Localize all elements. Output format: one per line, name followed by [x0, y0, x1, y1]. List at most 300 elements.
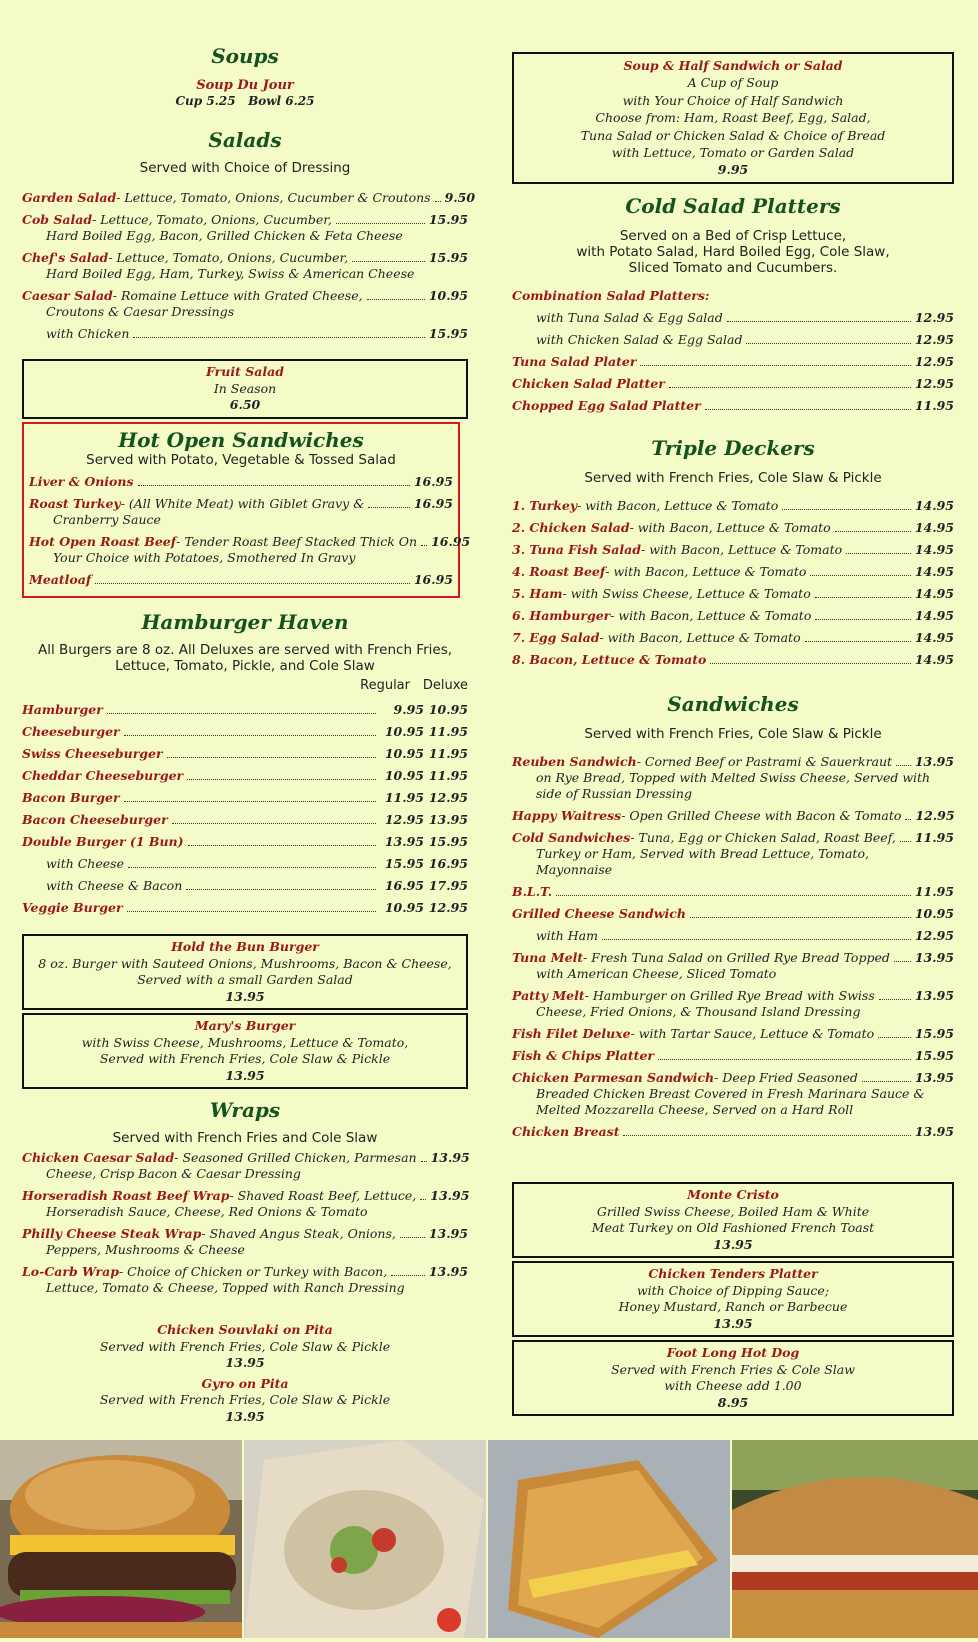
monte-cristo-title: Monte Cristo: [687, 1187, 779, 1202]
burger-name: Cheddar Cheeseburger: [22, 768, 184, 783]
burger-photo: [0, 1440, 242, 1638]
marys-burger-line-1: with Swiss Cheese, Mushrooms, Lettuce & Tomato,: [81, 1034, 409, 1050]
item-price: 15.95: [428, 326, 468, 341]
dot-leader: [95, 583, 410, 584]
marys-burger-box: [22, 1013, 468, 1089]
monte-cristo-box: [512, 1182, 954, 1258]
regular-price: 12.95: [384, 812, 424, 827]
item-description: - Lettuce, Tomato, Onions, Cucumber,: [108, 250, 349, 265]
menu-item-row: [512, 928, 954, 944]
dot-leader: [878, 1037, 911, 1038]
item-name: Fish Filet Deluxe: [512, 1026, 631, 1041]
soups-title: Soups: [211, 44, 279, 68]
item-name: Chicken Salad Platter: [512, 376, 665, 391]
menu-item-row: [512, 1026, 954, 1042]
dot-leader: [894, 961, 911, 962]
item-price: 14.95: [914, 586, 954, 601]
item-price: 14.95: [914, 520, 954, 535]
dot-leader: [602, 939, 911, 940]
hot-dog-box: [512, 1340, 954, 1416]
menu-item: [512, 652, 954, 668]
item-continuation: Horseradish Sauce, Cheese, Red Onions & Tomato: [46, 1204, 368, 1219]
menu-item: [512, 1048, 954, 1064]
item-description: - Lettuce, Tomato, Onions, Cucumber & Croutons: [116, 190, 431, 205]
dot-leader: [336, 223, 425, 224]
menu-item-row: [22, 190, 476, 206]
hot-open-list: [29, 474, 471, 588]
salads-list: [22, 190, 476, 342]
menu-item: [512, 988, 954, 1020]
item-description: - Shaved Roast Beef, Lettuce,: [229, 1188, 417, 1203]
soup-half-line-1: A Cup of Soup: [687, 75, 779, 91]
dot-leader: [727, 321, 911, 322]
menu-item-row: [22, 288, 468, 304]
burger-row: [22, 878, 468, 894]
item-description: - (All White Meat) with Giblet Gravy &: [120, 496, 365, 511]
chicken-tenders-price: 13.95: [713, 1315, 753, 1331]
menu-item-row: [512, 808, 954, 824]
menu-item: [512, 906, 954, 922]
menu-item-row: [22, 212, 468, 228]
hold-bun-price: 13.95: [225, 988, 265, 1004]
menu-item: [512, 310, 954, 326]
item-continuation: Lettuce, Tomato & Cheese, Topped with Ranch Dressing: [46, 1280, 405, 1295]
item-description: - with Bacon, Lettuce & Tomato: [610, 608, 812, 623]
item-price: 13.95: [428, 1226, 468, 1241]
item-price: 14.95: [914, 498, 954, 513]
menu-item-row: [512, 542, 954, 558]
sandwiches-list: [512, 754, 954, 1140]
item-name: Chicken Caesar Salad: [22, 1150, 175, 1165]
souvlaki-price: 13.95: [225, 1355, 265, 1370]
item-price: 13.95: [914, 1070, 954, 1085]
item-description: - Lettuce, Tomato, Onions, Cucumber,: [92, 212, 332, 227]
item-continuation: Croutons & Caesar Dressings: [46, 304, 235, 319]
menu-item-row: [512, 520, 954, 536]
cold-salad-section: [512, 194, 954, 420]
item-price: 16.95: [431, 534, 471, 549]
marys-burger-title: Mary's Burger: [194, 1018, 296, 1033]
item-name: Garden Salad: [22, 190, 117, 205]
burger-row: [22, 834, 468, 850]
triple-deckers-subtitle: Served with French Fries, Cole Slaw & Pickle: [584, 470, 882, 486]
item-description: - with Swiss Cheese, Lettuce & Tomato: [562, 586, 811, 601]
menu-item: [29, 572, 453, 588]
item-continuation: Melted Mozzarella Cheese, Served on a Hard Roll: [536, 1102, 854, 1117]
menu-item-row: [512, 988, 954, 1004]
menu-item: [512, 754, 954, 802]
dot-leader: [435, 201, 441, 202]
triple-deckers-title: Triple Deckers: [651, 436, 815, 460]
item-description: - Choice of Chicken or Turkey with Bacon,: [118, 1264, 388, 1279]
menu-item: [29, 474, 453, 490]
item-price: 15.95: [428, 212, 468, 227]
menu-item: [22, 190, 476, 206]
item-continuation: Your Choice with Potatoes, Smothered In Gravy: [53, 550, 356, 565]
menu-item-row: [512, 754, 954, 770]
item-description: - with Bacon, Lettuce & Tomato: [629, 520, 831, 535]
dot-leader: [905, 819, 911, 820]
menu-item: [512, 1070, 954, 1118]
regular-price: 10.95: [384, 746, 424, 761]
cold-salad-list: [512, 310, 954, 414]
soup-du-jour: Soup Du Jour: [196, 78, 294, 93]
wraps-list: [22, 1150, 468, 1302]
dot-leader: [658, 1059, 911, 1060]
soup-prices: Cup 5.25 Bowl 6.25: [175, 94, 315, 108]
regular-price: 10.95: [384, 724, 424, 739]
dot-leader: [640, 365, 910, 366]
dot-leader: [746, 343, 910, 344]
item-price: 15.95: [428, 250, 468, 265]
dot-leader: [172, 823, 376, 824]
item-name: Horseradish Roast Beef Wrap: [22, 1188, 230, 1203]
item-name: 1. Turkey: [512, 498, 578, 513]
burger-name: Double Burger (1 Bun): [22, 834, 184, 849]
dot-leader: [705, 409, 911, 410]
gyro-price: 13.95: [225, 1408, 265, 1424]
hot-dog-line-1: Served with French Fries & Cole Slaw: [611, 1361, 855, 1377]
cold-salad-sub-3: Sliced Tomato and Cucumbers.: [628, 260, 838, 276]
hamburger-list: [22, 702, 468, 922]
chicken-tenders-title: Chicken Tenders Platter: [648, 1266, 818, 1281]
item-name: Liver & Onions: [29, 474, 134, 489]
menu-item-row: [512, 608, 954, 624]
item-price: 16.95: [413, 572, 453, 587]
hot-open-box: [22, 422, 471, 598]
hold-bun-box: [22, 934, 468, 1010]
item-name: 8. Bacon, Lettuce & Tomato: [512, 652, 707, 667]
sandwich-photo: [732, 1440, 978, 1638]
item-name: 2. Chicken Salad: [512, 520, 630, 535]
item-description: - Hamburger on Grilled Rye Bread with Swiss: [584, 988, 875, 1003]
menu-item-row: [512, 354, 954, 370]
dot-leader: [128, 867, 376, 868]
item-name: Lo-Carb Wrap: [22, 1264, 119, 1279]
wraps-subtitle: Served with French Fries and Cole Slaw: [112, 1130, 378, 1146]
item-continuation: Cheese, Crisp Bacon & Caesar Dressing: [46, 1166, 301, 1181]
menu-item-row: [22, 1150, 468, 1166]
item-price: 16.95: [413, 496, 453, 511]
burger-name: Bacon Burger: [22, 790, 120, 805]
item-name: Hot Open Roast Beef: [29, 534, 177, 549]
menu-item: [512, 564, 954, 580]
deluxe-price: 12.95: [428, 900, 468, 915]
hold-bun-title: Hold the Bun Burger: [171, 939, 319, 954]
menu-item-row: [512, 564, 954, 580]
salads-subtitle: Served with Choice of Dressing: [139, 160, 351, 176]
item-description: - with Bacon, Lettuce & Tomato: [599, 630, 801, 645]
item-price: 14.95: [914, 630, 954, 645]
item-name: Chicken Breast: [512, 1124, 620, 1139]
menu-item-row: [512, 332, 954, 348]
menu-item-row: [22, 250, 468, 266]
regular-price: 10.95: [384, 768, 424, 783]
item-name: Grilled Cheese Sandwich: [512, 906, 686, 921]
item-price: 13.95: [430, 1150, 470, 1165]
burger-name: Hamburger: [22, 702, 103, 717]
item-name: 4. Roast Beef: [512, 564, 606, 579]
menu-item-row: [512, 1124, 954, 1140]
cold-salad-sub-2: with Potato Salad, Hard Boiled Egg, Cole Slaw,: [576, 244, 890, 260]
menu-item: [22, 1264, 468, 1296]
regular-price: 9.95: [393, 702, 424, 717]
dot-leader: [556, 895, 911, 896]
deluxe-price: 17.95: [428, 878, 468, 893]
item-description: - with Bacon, Lettuce & Tomato: [605, 564, 807, 579]
burger-name: with Cheese & Bacon: [46, 878, 183, 893]
item-price: 16.95: [413, 474, 453, 489]
dot-leader: [420, 1199, 426, 1200]
item-price: 13.95: [914, 1124, 954, 1139]
item-continuation: Cranberry Sauce: [53, 512, 161, 527]
item-continuation: Peppers, Mushrooms & Cheese: [46, 1242, 245, 1257]
item-price: 11.95: [914, 398, 954, 413]
dot-leader: [421, 1161, 427, 1162]
wraps-title: Wraps: [209, 1098, 281, 1122]
monte-cristo-price: 13.95: [713, 1236, 753, 1252]
item-price: 12.95: [914, 310, 954, 325]
menu-item: [512, 608, 954, 624]
dot-leader: [879, 999, 911, 1000]
hamburger-section: [22, 610, 468, 694]
marys-burger-line-2: Served with French Fries, Cole Slaw & Pickle: [99, 1051, 391, 1066]
item-description: - with Bacon, Lettuce & Tomato: [577, 498, 779, 513]
menu-item-row: [22, 1226, 468, 1242]
menu-item-row: [512, 906, 954, 922]
menu-item: [22, 1188, 468, 1220]
fruit-salad-line: In Season: [213, 380, 277, 396]
item-description: - Open Grilled Cheese with Bacon & Tomato: [621, 808, 902, 823]
item-description: - Deep Fried Seasoned: [714, 1070, 858, 1085]
item-price: 13.95: [430, 1188, 470, 1203]
item-continuation: Hard Boiled Egg, Bacon, Grilled Chicken & Feta Cheese: [46, 228, 403, 243]
dot-leader: [810, 575, 910, 576]
item-price: 10.95: [428, 288, 468, 303]
menu-item-row: [512, 884, 954, 900]
item-name: Caesar Salad: [22, 288, 113, 303]
item-name: Chopped Egg Salad Platter: [512, 398, 701, 413]
item-description: - Seasoned Grilled Chicken, Parmesan: [174, 1150, 417, 1165]
menu-item-row: [512, 586, 954, 602]
sandwiches-title: Sandwiches: [667, 692, 799, 716]
item-continuation: side of Russian Dressing: [536, 786, 692, 801]
item-price: 12.95: [915, 808, 955, 823]
item-price: 14.95: [914, 608, 954, 623]
item-continuation: Breaded Chicken Breast Covered in Fresh Marinara Sauce &: [536, 1086, 925, 1101]
menu-item-row: [512, 950, 954, 966]
dot-leader: [782, 509, 911, 510]
menu-item: [512, 520, 954, 536]
burger-name: Veggie Burger: [22, 900, 123, 915]
fruit-salad-price: 6.50: [229, 397, 261, 412]
item-continuation: Cheese, Fried Onions, & Thousand Island Dressing: [536, 1004, 861, 1019]
triple-deckers-section: [512, 436, 954, 674]
menu-item: [512, 1124, 954, 1140]
dot-leader: [900, 841, 911, 842]
chicken-tenders-line-2: Honey Mustard, Ranch or Barbecue: [618, 1299, 848, 1314]
item-description: - Tender Roast Beef Stacked Thick On: [176, 534, 418, 549]
burger-row: [22, 746, 468, 762]
item-price: 12.95: [914, 332, 954, 347]
dot-leader: [138, 485, 410, 486]
soup-half-line-5: with Lettuce, Tomato or Garden Salad: [611, 145, 855, 161]
item-price: 13.95: [914, 988, 954, 1003]
item-name: Cold Sandwiches: [512, 830, 631, 845]
menu-item: [512, 808, 954, 824]
item-continuation: Turkey or Ham, Served with Bread Lettuce, Tomato,: [536, 846, 869, 861]
menu-item-row: [512, 630, 954, 646]
gyro-title: Gyro on Pita: [201, 1375, 289, 1391]
menu-item-row: [22, 1188, 468, 1204]
hot-dog-price: 8.95: [717, 1394, 749, 1410]
burger-name: Swiss Cheeseburger: [22, 746, 163, 761]
item-name: Happy Waitress: [512, 808, 622, 823]
burger-row: [22, 812, 468, 828]
wrap-photo: [244, 1440, 486, 1638]
item-name: with Ham: [536, 928, 598, 943]
monte-cristo-line-1: Grilled Swiss Cheese, Boiled Ham & White: [596, 1203, 870, 1219]
menu-item: [512, 498, 954, 514]
menu-item: [512, 398, 954, 414]
item-name: Reuben Sandwich: [512, 754, 637, 769]
dot-leader: [623, 1135, 910, 1136]
item-description: - Tuna, Egg or Chicken Salad, Roast Beef,: [630, 830, 896, 845]
sandwiches-section: [512, 692, 954, 1146]
regular-price: 15.95: [384, 856, 424, 871]
item-price: 12.95: [914, 376, 954, 391]
item-price: 11.95: [914, 884, 954, 899]
dot-leader: [421, 545, 427, 546]
menu-item: [512, 884, 954, 900]
menu-item: [512, 950, 954, 982]
item-name: Tuna Melt: [512, 950, 584, 965]
hold-bun-line-1: 8 oz. Burger with Sauteed Onions, Mushrooms, Bacon & Cheese,: [38, 955, 452, 971]
item-price: 15.95: [914, 1048, 954, 1063]
dot-leader: [124, 801, 376, 802]
menu-item: [512, 630, 954, 646]
menu-item-row: [512, 376, 954, 392]
item-name: Patty Melt: [512, 988, 585, 1003]
salads-section: [22, 128, 468, 176]
dot-leader: [846, 553, 911, 554]
item-name: 3. Tuna Fish Salad: [512, 542, 641, 557]
cold-salad-title: Cold Salad Platters: [625, 194, 841, 218]
item-name: Fish & Chips Platter: [512, 1048, 654, 1063]
item-price: 13.95: [428, 1264, 468, 1279]
item-name: Chef's Salad: [22, 250, 109, 265]
chicken-tenders-box: [512, 1261, 954, 1337]
item-price: 14.95: [914, 652, 954, 667]
menu-item: [512, 1026, 954, 1042]
menu-item: [512, 376, 954, 392]
item-price: 13.95: [914, 950, 954, 965]
hamburger-subtitle-1: All Burgers are 8 oz. All Deluxes are served with French Fries,: [37, 642, 453, 658]
hot-open-subtitle: Served with Potato, Vegetable & Tossed Salad: [86, 452, 396, 468]
menu-item: [29, 496, 453, 528]
hamburger-title: Hamburger Haven: [141, 610, 349, 634]
soup-half-price: 9.95: [717, 162, 749, 178]
item-name: 7. Egg Salad: [512, 630, 600, 645]
menu-item: [512, 830, 954, 878]
item-price: 10.95: [914, 906, 954, 921]
item-name: 5. Ham: [512, 586, 563, 601]
menu-item-row: [512, 652, 954, 668]
deluxe-price: 10.95: [428, 702, 468, 717]
item-name: with Chicken Salad & Egg Salad: [536, 332, 743, 347]
dot-leader: [368, 507, 410, 508]
hold-bun-line-2: Served with a small Garden Salad: [137, 972, 353, 987]
dot-leader: [391, 1275, 425, 1276]
burger-row: [22, 790, 468, 806]
sandwiches-subtitle: Served with French Fries, Cole Slaw & Pickle: [584, 726, 882, 742]
menu-item-row: [512, 830, 954, 846]
pita-section: [22, 1322, 468, 1425]
menu-item: [22, 250, 468, 282]
deluxe-price: 11.95: [428, 724, 468, 739]
item-name: B.L.T.: [512, 884, 553, 899]
menu-item-row: [512, 1048, 954, 1064]
chicken-tenders-line-1: with Choice of Dipping Sauce;: [636, 1282, 830, 1298]
burger-name: Bacon Cheeseburger: [22, 812, 168, 827]
item-name: with Tuna Salad & Egg Salad: [536, 310, 723, 325]
item-name: Tuna Salad Plater: [512, 354, 637, 369]
regular-header: Regular: [360, 678, 410, 693]
soup-half-line-3: Choose from: Ham, Roast Beef, Egg, Salad,: [595, 110, 871, 126]
fruit-salad-title: Fruit Salad: [206, 364, 284, 379]
menu-item-row: [22, 1264, 468, 1280]
menu-item: [512, 542, 954, 558]
soup-half-box: [512, 52, 954, 184]
item-price: 12.95: [914, 928, 954, 943]
dot-leader: [400, 1237, 425, 1238]
burger-row: [22, 724, 468, 740]
menu-item: [22, 212, 468, 244]
item-price: 14.95: [914, 564, 954, 579]
dot-leader: [367, 299, 425, 300]
soup-half-title: Soup & Half Sandwich or Salad: [623, 58, 843, 73]
burger-row: [22, 768, 468, 784]
menu-item-row: [512, 398, 954, 414]
fruit-salad-box: [22, 359, 468, 419]
dot-leader: [896, 765, 911, 766]
dot-leader: [815, 597, 911, 598]
dot-leader: [107, 713, 376, 714]
dot-leader: [862, 1081, 911, 1082]
gyro-line: Served with French Fries, Cole Slaw & Pickle: [99, 1392, 391, 1407]
soup-half-line-2: with Your Choice of Half Sandwich: [622, 92, 844, 108]
menu-item: [512, 332, 954, 348]
item-description: - Fresh Tuna Salad on Grilled Rye Bread Topped: [583, 950, 890, 965]
hot-open-title: Hot Open Sandwiches: [118, 428, 364, 452]
item-name: 6. Hamburger: [512, 608, 611, 623]
burger-name: Cheeseburger: [22, 724, 120, 739]
souvlaki-title: Chicken Souvlaki on Pita: [157, 1322, 333, 1337]
cold-salad-sub-1: Served on a Bed of Crisp Lettuce,: [619, 228, 847, 244]
deluxe-price: 16.95: [428, 856, 468, 871]
menu-item: [512, 928, 954, 944]
regular-price: 13.95: [384, 834, 424, 849]
deluxe-price: 13.95: [428, 812, 468, 827]
item-continuation: Mayonnaise: [536, 862, 613, 877]
burger-row: [22, 856, 468, 872]
menu-item: [22, 1226, 468, 1258]
dot-leader: [805, 641, 911, 642]
regular-price: 16.95: [384, 878, 424, 893]
menu-item: [22, 1150, 468, 1182]
dot-leader: [124, 735, 376, 736]
item-name: with Chicken: [46, 326, 130, 341]
